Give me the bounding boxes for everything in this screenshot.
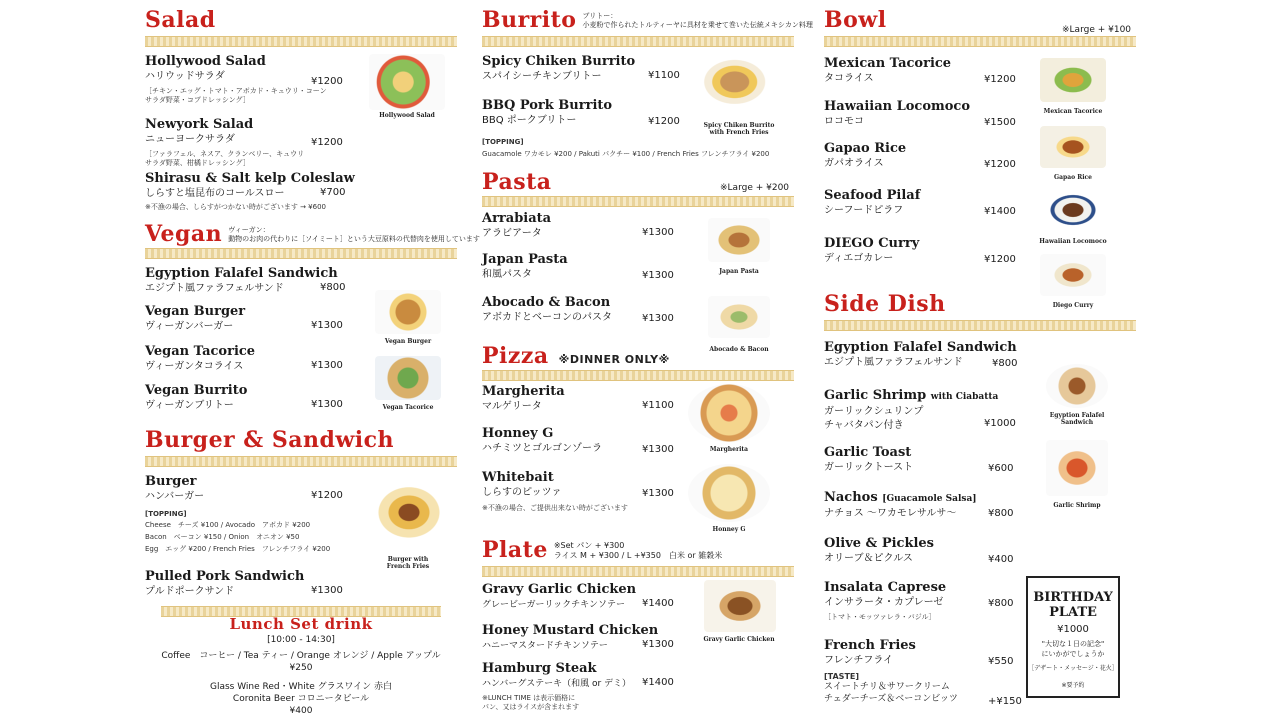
menu-item-gravy-garlic-chicken: Gravy Garlic Chicken グレービーガーリックチキンソテー ¥1400	[482, 582, 674, 610]
photo-caption: Honney G	[712, 526, 746, 533]
bowl-heading: Bowl	[824, 7, 887, 33]
price: ¥1200	[984, 159, 1016, 170]
decorative-band	[145, 248, 457, 259]
photo-caption: Hollywood Salad	[379, 112, 435, 119]
menu-item-vegan-burger: Vegan Burger ヴィーガンバーガー ¥1300	[145, 304, 343, 332]
taste-price: +¥150	[988, 696, 1022, 707]
menu-item-bbq-pork-burrito: BBQ Pork Burrito BBQ ポークブリトー ¥1200	[482, 98, 680, 127]
burrito-photo	[696, 54, 782, 116]
lunch-time: [10:00 - 14:30]	[267, 635, 335, 645]
price: ¥1300	[642, 488, 674, 499]
menu-item-gapao-rice: Gapao Rice ガパオライス ¥1200	[824, 141, 1016, 170]
photo-caption: Burger with French Fries	[386, 556, 430, 570]
vegan-burger-photo	[375, 290, 441, 334]
bowl-large-note: ※Large + ¥100	[1062, 25, 1132, 35]
photo-caption: Egyption Falafel Sandwich	[1049, 412, 1105, 426]
price: ¥1300	[311, 320, 343, 331]
menu-item-french-fries: French Fries フレンチフライ [TASTE] スイートチリ＆サワークリーム チェダーチーズ＆ベーコンビッツ ¥550 +¥150	[824, 638, 1022, 707]
decorative-band	[482, 36, 794, 47]
menu-item-vegan-tacorice: Vegan Tacorice ヴィーガンタコライス ¥1300	[145, 344, 343, 372]
photo-caption: Garlic Shrimp	[1053, 502, 1101, 509]
mexican-tacorice-photo	[1040, 58, 1106, 102]
price: ¥800	[320, 282, 346, 293]
birthday-plate-box: BIRTHDAY PLATE ¥1000 "大切な１日の記念" にいかがでしょうか ［デザート・メッセージ・花火］ ※要予約	[1026, 576, 1120, 698]
photo-caption: Gapao Rice	[1054, 174, 1092, 181]
salad-heading: Salad	[145, 7, 216, 33]
lunch-drinks: Coffee コーヒー / Tea ティー / Orange オレンジ / Apple アップル	[161, 651, 441, 661]
photo-caption: Japan Pasta	[719, 268, 759, 275]
menu-item-vegan-burrito: Vegan Burrito ヴィーガンブリトー ¥1300	[145, 383, 343, 411]
price: ¥1100	[642, 400, 674, 411]
birthday-price: ¥1000	[1057, 624, 1089, 635]
price: ¥1100	[648, 70, 680, 81]
price: ¥1200	[311, 490, 343, 501]
menu-column-left	[145, 0, 480, 720]
price: ¥1500	[984, 117, 1016, 128]
menu-item-margherita: Margherita マルゲリータ ¥1100	[482, 384, 674, 412]
photo-caption: Diego Curry	[1052, 302, 1094, 309]
menu-item-burger: Burger ハンバーガー [TOPPING] Cheese チーズ ¥100 / Avocado アボカド ¥200 Bacon ベーコン ¥150 / Onion オニオン ¥50 Egg エッグ ¥200 / French Fries フレンチフライ ¥200 ¥1200	[145, 474, 343, 553]
photo-caption: Hawaiian Locomoco	[1039, 238, 1107, 245]
menu-item-abocado-bacon: Abocado & Bacon アボカドとベーコンのパスタ ¥1300	[482, 295, 674, 324]
gapao-rice-photo	[1040, 126, 1106, 168]
menu-item-diego-curry: DIEGO Curry ディエゴカレー ¥1200	[824, 236, 1016, 265]
menu-item-pulled-pork: Pulled Pork Sandwich プルドポークサンド ¥1300	[145, 569, 343, 597]
price: ¥1300	[311, 399, 343, 410]
burrito-heading: Burrito ブリトー： 小麦粉で作られたトルティーヤに具材を乗せて巻いた伝統メキシカン料理	[482, 7, 813, 33]
price: ¥1200	[648, 116, 680, 127]
birthday-title-2: PLATE	[1049, 605, 1097, 620]
menu-item-nachos: Nachos [Guacamole Salsa] ナチョス ～ワカモレサルサ～ ¥800	[824, 490, 1014, 519]
menu-column-center	[482, 0, 813, 720]
lunch-alcohol-price: ¥400	[289, 706, 313, 716]
photo-caption: Vegan Burger	[384, 338, 432, 345]
decorative-band	[482, 566, 794, 577]
price: ¥800	[988, 508, 1014, 519]
price: ¥1300	[311, 585, 343, 596]
price: ¥1200	[311, 76, 343, 87]
photo-caption: Margherita	[709, 446, 749, 453]
lunch-wine: Glass Wine Red・White グラスワイン 赤白	[210, 682, 392, 692]
vegan-tacorice-photo	[375, 356, 441, 400]
birthday-title: BIRTHDAY	[1033, 590, 1113, 605]
menu-item-whitebait: Whitebait しらすのピッツァ ※不漁の場合、ご提供出来ない時がございます ¥1300	[482, 470, 674, 512]
menu-item-hawaiian-locomoco: Hawaiian Locomoco ロコモコ ¥1500	[824, 99, 1016, 128]
lunch-beer: Coronita Beer コロニータビール	[232, 694, 370, 704]
price: ¥1200	[311, 137, 343, 148]
decorative-band	[824, 320, 1136, 331]
decorative-band	[482, 370, 794, 381]
price: ¥1200	[984, 254, 1016, 265]
burrito-toppings: Guacamole ワカモレ ¥200 / Pakuti パクチー ¥100 / French Fries フレンチフライ ¥200	[482, 150, 770, 158]
menu-item-hollywood-salad: Hollywood Salad ハリウッドサラダ ［チキン・エッグ・トマト・アボカド・キュウリ・コーン サラダ野菜・コブドレッシング］ ¥1200	[145, 54, 343, 104]
decorative-band	[145, 36, 457, 47]
side-dish-heading: Side Dish	[824, 291, 946, 317]
lunch-set-heading: Lunch Set drink	[229, 615, 373, 633]
pizza-heading: Pizza ※DINNER ONLY※	[482, 343, 670, 369]
abocado-pasta-photo	[708, 296, 770, 338]
photo-caption: Abocado & Bacon	[709, 346, 769, 353]
menu-item-arrabiata: Arrabiata アラビアータ ¥1300	[482, 211, 674, 239]
menu-item-japan-pasta: Japan Pasta 和風パスタ ¥1300	[482, 252, 674, 281]
menu-item-mexican-tacorice: Mexican Tacorice タコライス ¥1200	[824, 56, 1016, 85]
price: ¥1300	[311, 360, 343, 371]
pasta-large-note: ※Large + ¥200	[720, 183, 790, 193]
photo-caption: Spicy Chiken Burrito with French Fries	[703, 122, 775, 136]
menu-item-insalata-caprese: Insalata Caprese インサラータ・カプレーゼ ［トマト・モッツァレラ・バジル］ ¥800	[824, 580, 1014, 621]
pasta-heading: Pasta	[482, 169, 552, 195]
price: ¥600	[988, 463, 1014, 474]
price: ¥1000	[984, 418, 1016, 429]
menu-item-honney-g: Honney G ハチミツとゴルゴンゾーラ ¥1300	[482, 426, 674, 455]
menu-item-newyork-salad: Newyork Salad ニューヨークサラダ ［ファラフェル、ネスア、クランベリー、キュウリ サラダ野菜、柑橘ドレッシング］ ¥1200	[145, 117, 343, 167]
menu-item-side-falafel: Egyption Falafel Sandwich エジプト風ファラフェルサンド ¥800	[824, 340, 1018, 369]
price: ¥1400	[642, 598, 674, 609]
price: ¥800	[988, 598, 1014, 609]
hollywood-salad-photo	[369, 54, 445, 110]
diego-curry-photo	[1040, 254, 1106, 296]
menu-item-hamburg-steak: Hamburg Steak ハンバーグステーキ（和風 or デミ） ※LUNCH TIME は表示価格に パン、又はライスが含まれます ¥1400	[482, 661, 674, 711]
menu-item-garlic-toast: Garlic Toast ガーリックトースト ¥600	[824, 445, 1014, 474]
price: ¥700	[320, 187, 346, 198]
price: ¥1300	[642, 639, 674, 650]
menu-item-spicy-chicken-burrito: Spicy Chiken Burrito スパイシーチキンブリトー ¥1100	[482, 54, 680, 82]
lunch-drinks-price: ¥250	[289, 663, 313, 673]
menu-item-olive-pickles: Olive & Pickles オリーブ＆ピクルス ¥400	[824, 536, 1014, 565]
menu-item-garlic-shrimp: Garlic Shrimp with Ciabatta ガーリックシュリンプ チャバタパン付き ¥1000	[824, 388, 1016, 431]
price: ¥1200	[984, 74, 1016, 85]
photo-caption: Vegan Tacorice	[382, 404, 434, 411]
hawaiian-locomoco-photo	[1040, 188, 1106, 232]
price: ¥1300	[642, 313, 674, 324]
price: ¥800	[992, 358, 1018, 369]
price: ¥1300	[642, 270, 674, 281]
menu-item-shirasu-coleslaw: Shirasu & Salt kelp Coleslaw しらすと塩昆布のコールスロー ※不漁の場合、しらすがつかない時がございます → ¥600 ¥700	[145, 171, 355, 211]
photo-caption: Gravy Garlic Chicken	[703, 636, 775, 643]
honney-g-photo	[688, 464, 770, 522]
photo-caption: Mexican Tacorice	[1043, 108, 1103, 115]
price: ¥1300	[642, 444, 674, 455]
menu-item-seafood-pilaf: Seafood Pilaf シーフードピラフ ¥1400	[824, 188, 1016, 217]
menu-item-honey-mustard-chicken: Honey Mustard Chicken ハニーマスタードチキンソテー ¥1300	[482, 623, 674, 651]
menu-item-vegan-falafel: Egyption Falafel Sandwich エジプト風ファラフェルサンド ¥800	[145, 266, 346, 294]
price: ¥400	[988, 554, 1014, 565]
vegan-heading: Vegan ヴィーガン： 動物のお肉の代わりに［ソイミート］という大豆原料の代替肉を使用しています	[145, 221, 480, 247]
price: ¥1300	[642, 227, 674, 238]
burger-photo	[361, 480, 441, 552]
price: ¥550	[988, 656, 1014, 667]
decorative-band	[145, 456, 457, 467]
decorative-band	[482, 196, 794, 207]
price: ¥1400	[642, 677, 674, 688]
burrito-topping-label: [TOPPING]	[482, 138, 524, 146]
price: ¥1400	[984, 206, 1016, 217]
plate-heading: Plate ※Set パン + ¥300 ライス M + ¥300 / L +¥350 白米 or 雑穀米	[482, 537, 723, 563]
decorative-band	[824, 36, 1136, 47]
burger-sandwich-heading: Burger & Sandwich	[145, 427, 395, 453]
